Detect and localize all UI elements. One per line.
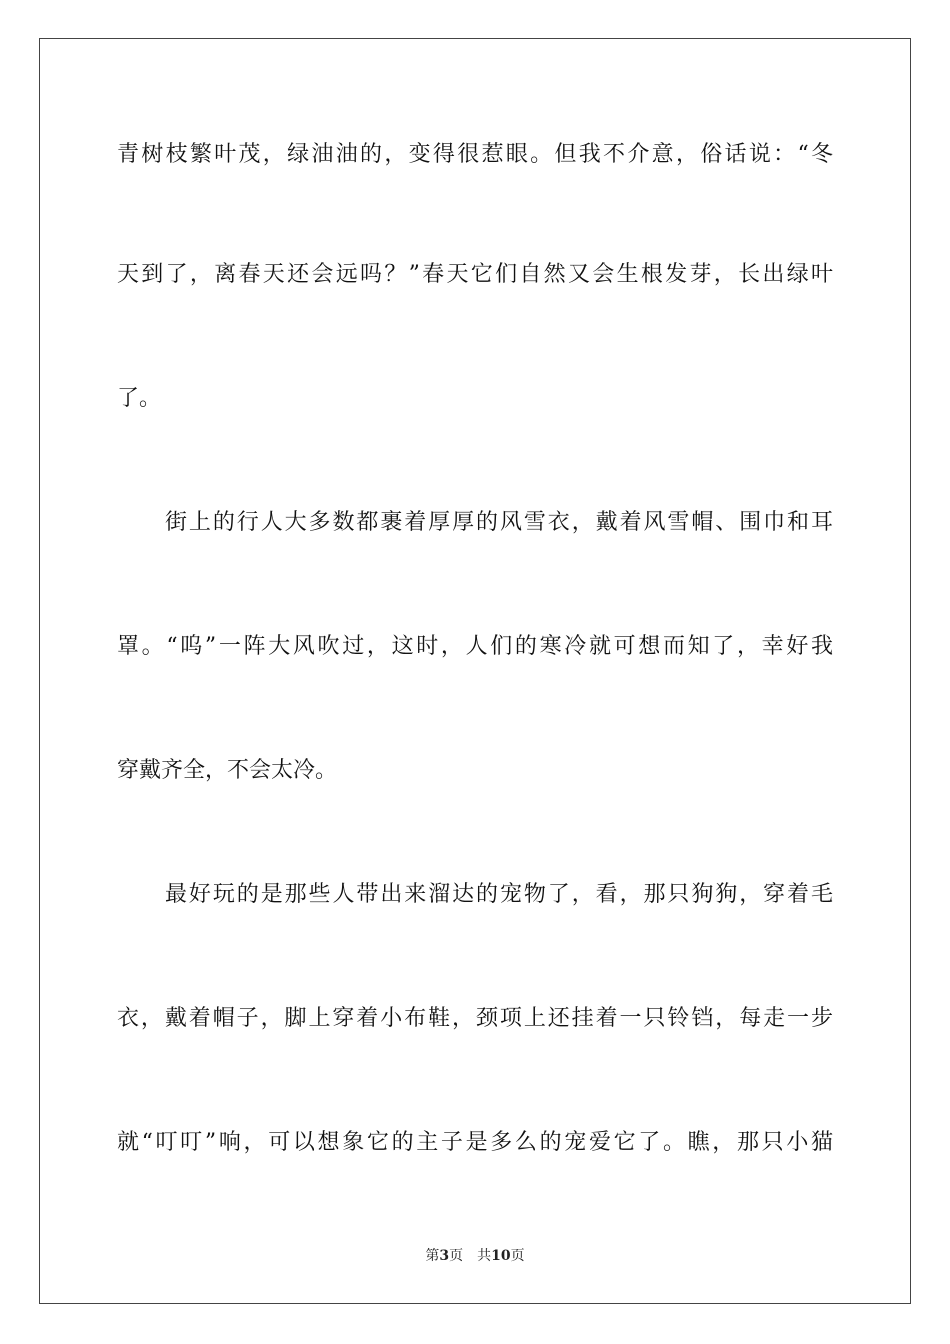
body-text-line-4: 街上的行人大多数都裹着厚厚的风雪衣，戴着风雪帽、围巾和耳 <box>165 510 833 535</box>
footer-page-suffix: 页 <box>449 1248 464 1264</box>
page-footer <box>0 1246 950 1266</box>
body-text-line-8: 衣，戴着帽子，脚上穿着小布鞋，颈项上还挂着一只铃铛，每走一步 <box>117 1006 833 1031</box>
body-text-line-1: 青树枝繁叶茂，绿油油的，变得很惹眼。但我不介意，俗话说：“冬 <box>117 142 833 167</box>
footer-total-prefix: 共 <box>477 1248 492 1264</box>
body-text-line-5: 罩。“呜”一阵大风吹过，这时，人们的寒冷就可想而知了，幸好我 <box>117 634 833 659</box>
footer-page-number: 3 <box>439 1248 450 1264</box>
body-text-line-2: 天到了，离春天还会远吗？”春天它们自然又会生根发芽，长出绿叶 <box>117 262 833 287</box>
body-text-line-7: 最好玩的是那些人带出来溜达的宠物了，看，那只狗狗，穿着毛 <box>165 882 833 907</box>
body-text-line-3: 了。 <box>117 386 162 411</box>
footer-page-prefix: 第 <box>425 1248 440 1264</box>
page-frame <box>39 38 911 1304</box>
footer-total-suffix: 页 <box>510 1248 525 1264</box>
footer-total-number: 10 <box>491 1248 511 1264</box>
body-text-line-9: 就“叮叮”响，可以想象它的主子是多么的宠爱它了。瞧，那只小猫 <box>117 1130 833 1155</box>
body-text-line-6: 穿戴齐全，不会太冷。 <box>117 758 338 783</box>
